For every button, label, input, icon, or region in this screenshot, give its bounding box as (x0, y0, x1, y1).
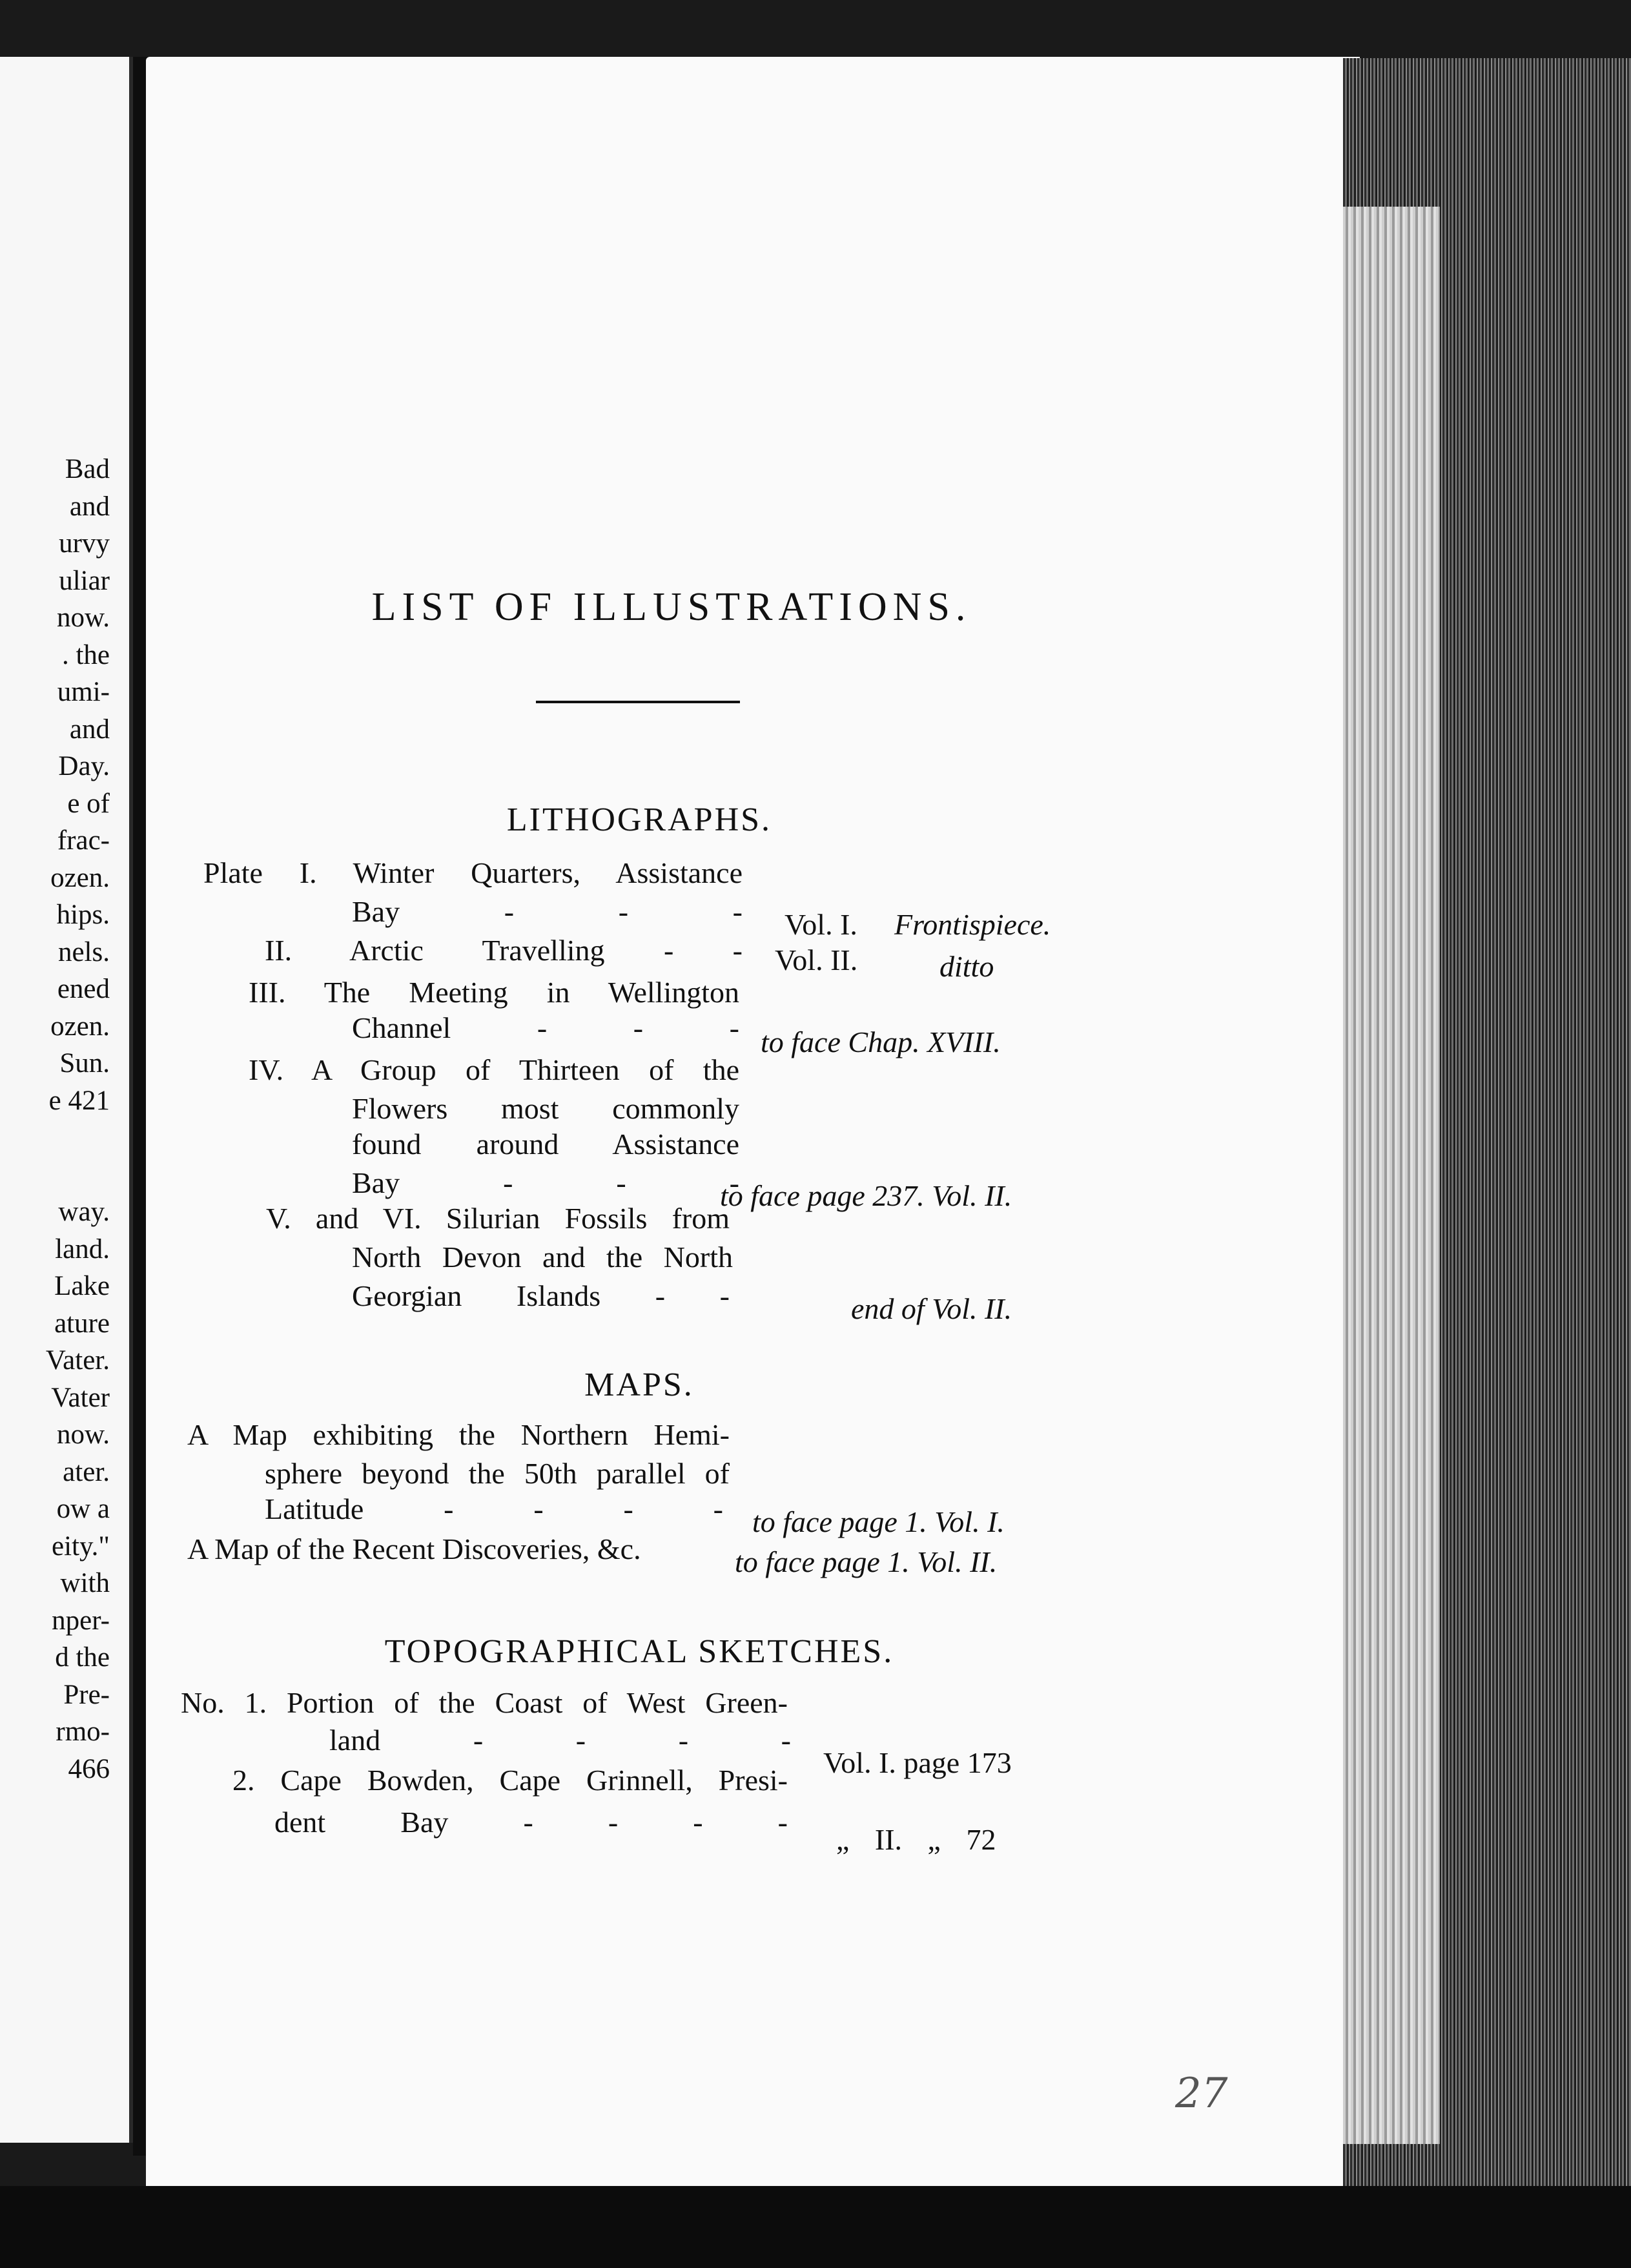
left-page-fragment: Lake (54, 1271, 110, 1301)
left-page-fragment: urvy (59, 528, 110, 559)
sketch2-line2: dent Bay - - - - (274, 1806, 788, 1839)
left-page-fragment (0, 1157, 110, 1194)
left-page-fragment: ater. (63, 1456, 110, 1487)
plate4-line3: found around Assistance (352, 1128, 739, 1160)
sketch2-line1: 2. Cape Bowden, Cape Grinnell, Presi- (232, 1764, 788, 1797)
scan-bottom-border (0, 2186, 1631, 2268)
left-page-fragment: umi- (57, 677, 110, 707)
left-page-fragment: ozen. (50, 862, 110, 893)
map1-ref: to face page 1. Vol. I. (752, 1505, 1005, 1538)
plate2-ref-detail: ditto (939, 950, 994, 983)
plate4-line1: IV. A Group of Thirteen of the (249, 1053, 739, 1086)
left-page-fragment: ened (57, 974, 110, 1004)
section-heading-lithographs: LITHOGRAPHS. (506, 801, 772, 838)
sketch1-line1: No. 1. Portion of the Coast of West Green- (181, 1686, 788, 1719)
left-page-fragment: now. (56, 603, 110, 633)
left-page-fragment: and (69, 714, 110, 745)
left-page-fragment: nels. (57, 936, 110, 967)
map1-line2: sphere beyond the 50th parallel of (265, 1457, 730, 1490)
left-page-fragment: eity." (52, 1531, 110, 1562)
left-page-fragment: Sun. (59, 1048, 110, 1078)
plate56-line2: North Devon and the North (352, 1241, 733, 1273)
map1-line3: Latitude - - - - (265, 1492, 723, 1525)
left-page-fragment (0, 1119, 110, 1157)
page-title: LIST OF ILLUSTRATIONS. (371, 585, 972, 629)
plate2-line1: II. Arctic Travelling - - (265, 934, 743, 967)
left-page-fragment: hips. (56, 900, 110, 930)
left-page-fragment: land. (55, 1233, 110, 1264)
left-page-fragment: Pre- (63, 1679, 110, 1710)
handwritten-page-annotation: 27 (1175, 2070, 1228, 2118)
title-rule (536, 701, 740, 703)
plate1-ref-detail: Frontispiece. (894, 908, 1051, 941)
plate3-line2: Channel - - - (352, 1011, 739, 1044)
plate4-ref: to face page 237. Vol. II. (720, 1179, 1012, 1212)
left-page-fragment: . the (61, 639, 110, 670)
left-page-fragment: nper- (52, 1605, 110, 1636)
plate56-line3: Georgian Islands - - (352, 1279, 730, 1312)
section-heading-maps: MAPS. (584, 1366, 694, 1403)
left-page-fragment: rmo- (56, 1716, 110, 1747)
left-page-fragment: way. (58, 1197, 110, 1227)
plate56-line1: V. and VI. Silurian Fossils from (266, 1202, 730, 1235)
left-page-fragment: Vater (51, 1382, 110, 1413)
plate56-ref: end of Vol. II. (851, 1292, 1012, 1325)
left-page-fragment: ature (54, 1308, 110, 1339)
left-page-fragment: ozen. (50, 1011, 110, 1042)
left-page-fragment: Bad (65, 454, 110, 484)
page-edge-light (1343, 207, 1440, 2144)
map2-line1: A Map of the Recent Discoveries, &c. (187, 1532, 641, 1565)
sketch1-line2: land - - - - (329, 1724, 791, 1757)
left-page-fragment: d the (55, 1642, 110, 1673)
plate1-line1: Plate I. Winter Quarters, Assistance (203, 856, 743, 889)
left-page-fragment: and (69, 491, 110, 522)
left-page-fragment: frac- (57, 825, 110, 856)
left-page-fragment: uliar (59, 565, 110, 596)
left-page-fragment: ow a (56, 1494, 110, 1524)
left-page-fragment: Day. (58, 751, 110, 781)
right-page (146, 57, 1360, 2188)
plate1-line2: Bay - - - (352, 895, 743, 928)
sketch1-ref: Vol. I. page 173 (823, 1746, 1012, 1779)
left-page-fragment: e 421 (48, 1085, 110, 1116)
map1-line1: A Map exhibiting the Northern Hemi- (187, 1418, 730, 1451)
plate4-line2: Flowers most commonly (352, 1092, 739, 1125)
left-page-fragment: with (60, 1568, 110, 1598)
left-page-text-fragments (0, 451, 110, 1788)
plate2-ref-vol: Vol. II. (775, 943, 858, 976)
plate3-line1: III. The Meeting in Wellington (249, 976, 739, 1009)
left-page-fragment: Vater. (45, 1345, 110, 1376)
plate1-ref-vol: Vol. I. (785, 908, 857, 941)
left-page-fragment: e of (67, 788, 110, 819)
map2-ref: to face page 1. Vol. II. (735, 1545, 998, 1578)
left-page-fragment: now. (56, 1419, 110, 1450)
plate4-line4: Bay - - - (352, 1166, 739, 1199)
left-page-fragment: 466 (68, 1753, 110, 1784)
plate3-ref: to face Chap. XVIII. (761, 1026, 1001, 1058)
left-page (0, 57, 133, 2143)
sketch2-ref: „ II. „ 72 (836, 1823, 996, 1856)
section-heading-topographical-sketches: TOPOGRAPHICAL SKETCHES. (384, 1633, 894, 1670)
